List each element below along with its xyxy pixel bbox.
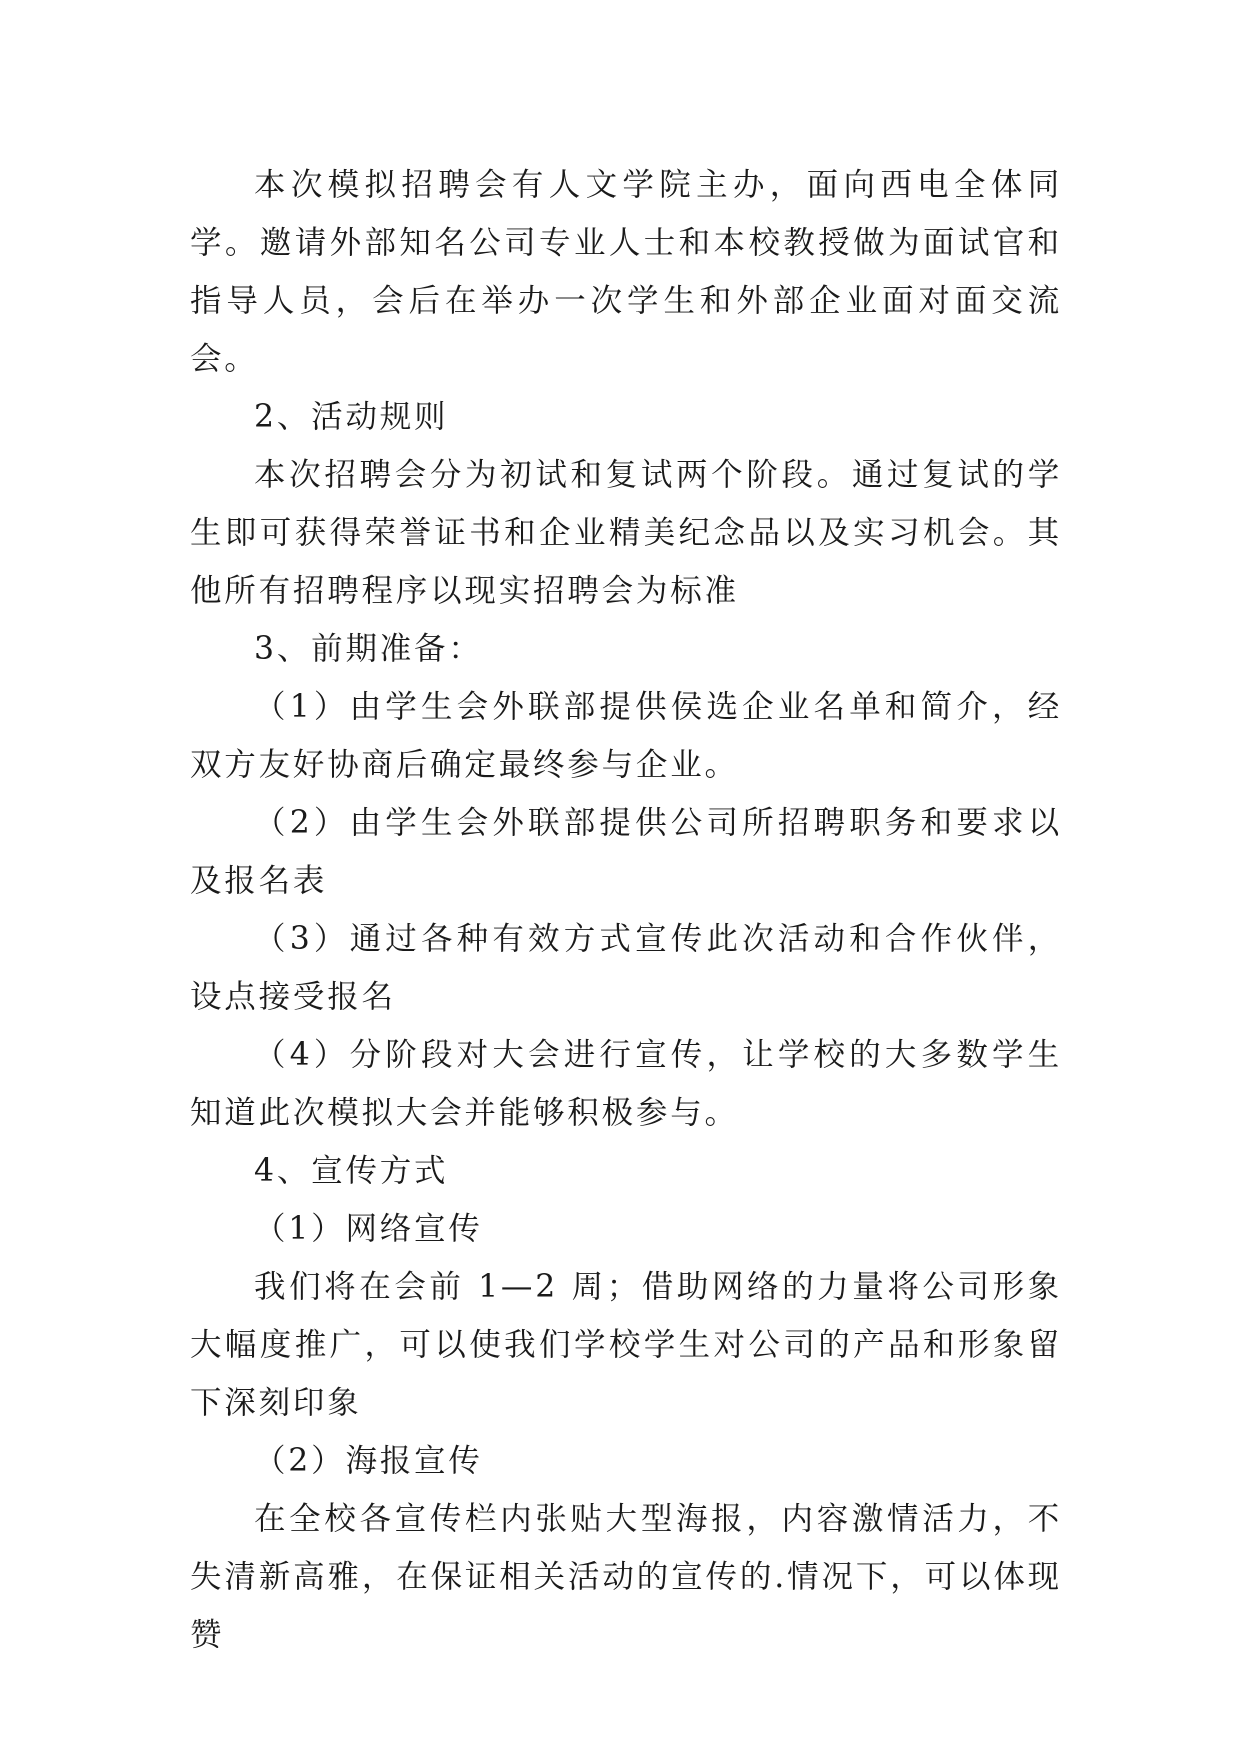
paragraph-rules: 本次招聘会分为初试和复试两个阶段。通过复试的学生即可获得荣誉证书和企业精美纪念品以及实习机会。其他所有招聘程序以现实招聘会为标准 [190, 457, 1062, 609]
paragraph-prep-3: （3）通过各种有效方式宣传此次活动和合作伙伴，设点接受报名 [190, 921, 1062, 1015]
paragraph-poster-promotion: 在全校各宣传栏内张贴大型海报，内容激情活力，不失清新高雅，在保证相关活动的宣传的.情况下，可以体现赞 [190, 1501, 1062, 1653]
paragraph-intro: 本次模拟招聘会有人文学院主办，面向西电全体同学。邀请外部知名公司专业人士和本校教授做为面试官和指导人员，会后在举办一次学生和外部企业面对面交流会。 [190, 167, 1062, 377]
section-heading-promotion: 4、宣传方式 [254, 1153, 449, 1189]
subheading-poster-promotion: （2）海报宣传 [254, 1443, 483, 1479]
paragraph-online-promotion: 我们将在会前 1—2 周；借助网络的力量将公司形象大幅度推广，可以使我们学校学生对公司的产品和形象留下深刻印象 [190, 1269, 1062, 1421]
subheading-online-promotion: （1）网络宣传 [254, 1211, 483, 1247]
paragraph-prep-1: （1）由学生会外联部提供侯选企业名单和简介，经双方友好协商后确定最终参与企业。 [190, 689, 1062, 783]
document-body [190, 156, 1062, 1664]
section-heading-preparation: 3、前期准备： [254, 631, 483, 667]
section-heading-rules: 2、活动规则 [254, 399, 449, 435]
paragraph-prep-2: （2）由学生会外联部提供公司所招聘职务和要求以及报名表 [190, 805, 1062, 899]
paragraph-prep-4: （4）分阶段对大会进行宣传，让学校的大多数学生知道此次模拟大会并能够积极参与。 [190, 1037, 1062, 1131]
